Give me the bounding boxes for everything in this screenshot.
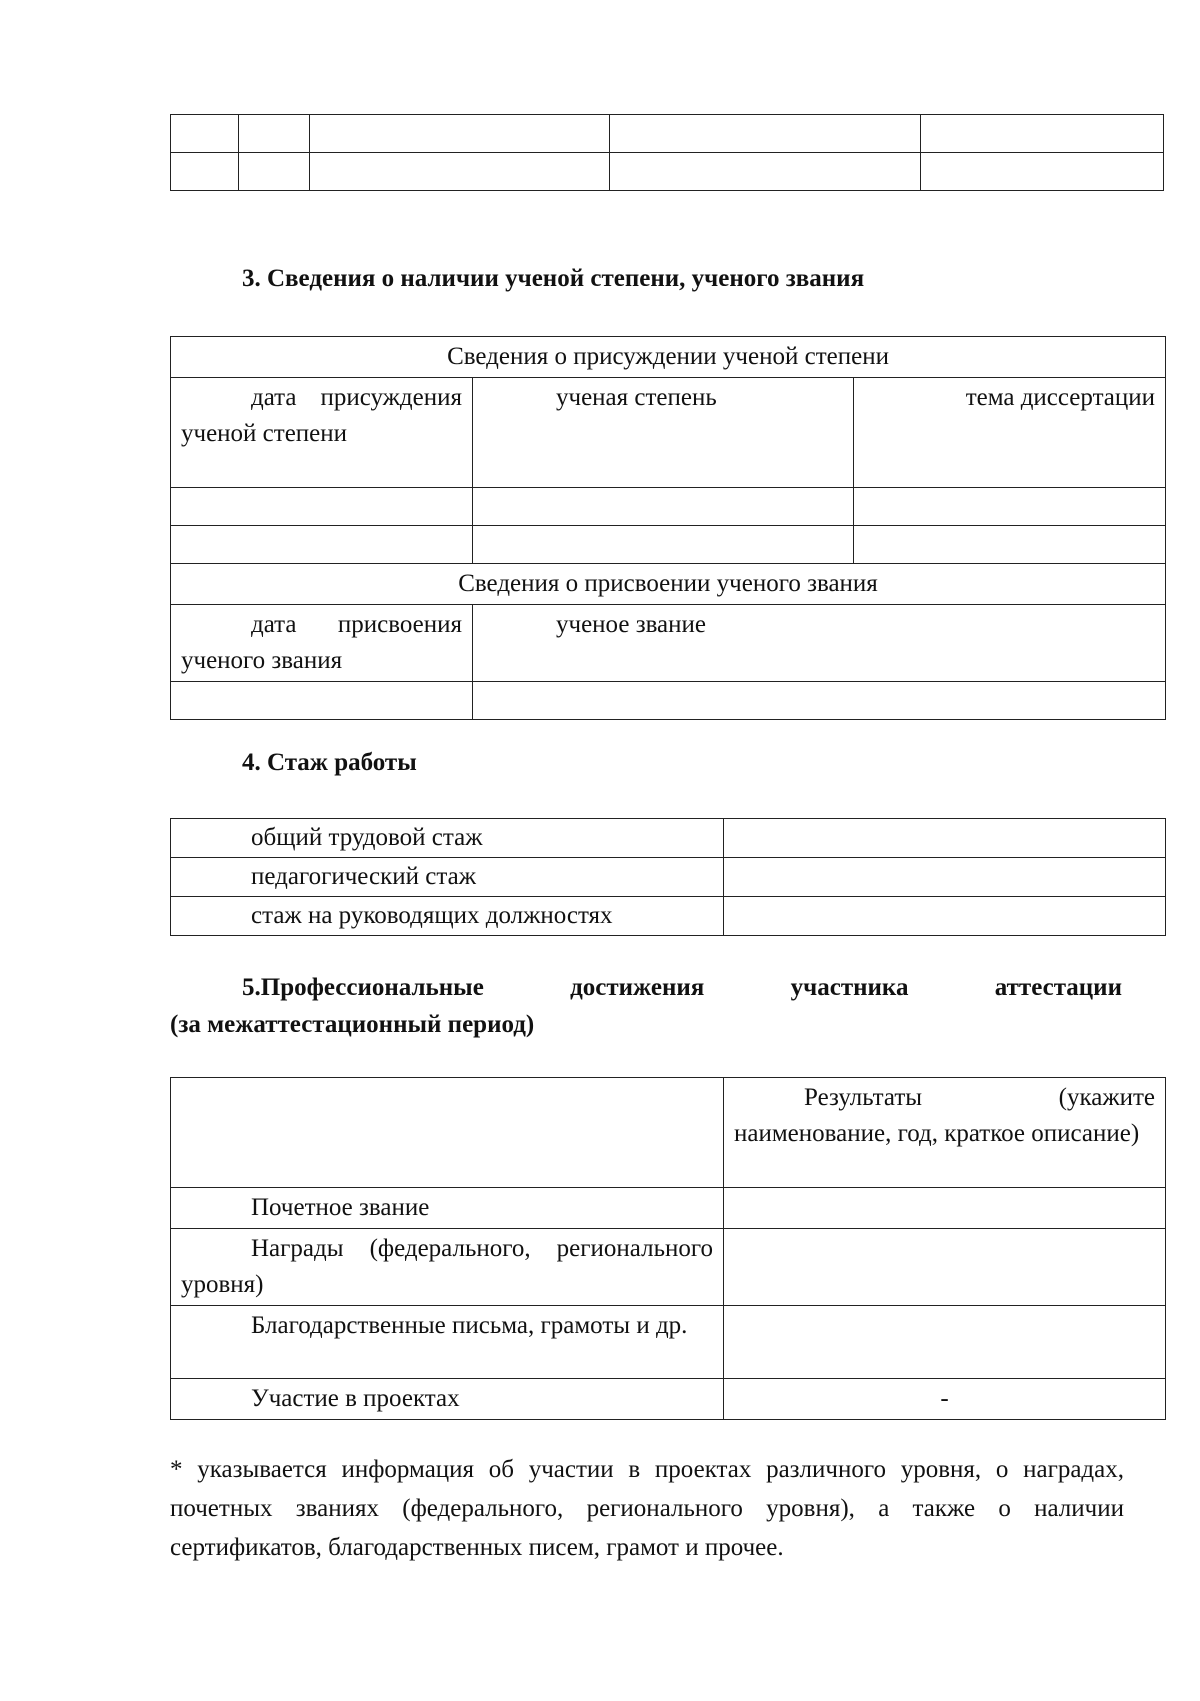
section3-heading: 3. Сведения о наличии ученой степени, ученого звания xyxy=(242,265,865,292)
table-cell xyxy=(610,153,921,191)
experience-value xyxy=(724,858,1166,897)
experience-label: общий трудовой стаж xyxy=(171,819,724,858)
table-cell xyxy=(171,153,239,191)
table-row xyxy=(171,564,1166,605)
degree-col-topic: тема диссертации xyxy=(854,378,1166,488)
table-cell xyxy=(610,115,921,153)
table-row xyxy=(171,605,1166,682)
table-cell xyxy=(239,115,310,153)
table-cell xyxy=(239,153,310,191)
table-row xyxy=(171,488,1166,526)
work-experience-table xyxy=(170,818,1166,936)
title-header: Сведения о присвоении ученого звания xyxy=(171,564,1166,605)
achievement-value xyxy=(724,1188,1166,1229)
achievement-label: Награды (федерального, регионального уровня) xyxy=(171,1229,724,1306)
table-row xyxy=(171,858,1166,897)
achievement-value: - xyxy=(724,1379,1166,1420)
top-continuation-table xyxy=(170,114,1164,191)
table-row xyxy=(171,1188,1166,1229)
achievement-value xyxy=(724,1306,1166,1379)
table-cell xyxy=(310,115,610,153)
degree-table xyxy=(170,336,1166,720)
table-cell xyxy=(171,115,239,153)
table-row xyxy=(171,153,1164,191)
table-row xyxy=(171,1306,1166,1379)
title-col-title-label: ученое звание xyxy=(556,611,706,638)
table-cell xyxy=(854,488,1166,526)
experience-value xyxy=(724,897,1166,936)
table-cell xyxy=(171,526,473,564)
table-cell xyxy=(473,488,854,526)
degree-col-degree xyxy=(473,378,854,488)
table-row xyxy=(171,378,1166,488)
table-row xyxy=(171,337,1166,378)
footnote: * указывается информация об участии в проектах различного уровня, о наградах, почетных званиях (федерального, регионального уровня), а также о наличии сертификатов, благодарственных писем, грамот и прочее. xyxy=(170,1456,1124,1561)
experience-label: педагогический стаж xyxy=(171,858,724,897)
table-row xyxy=(171,115,1164,153)
achievement-label: Благодарственные письма, грамоты и др. xyxy=(171,1306,724,1379)
degree-col-date: дата присуждения ученой степени xyxy=(171,378,473,488)
table-row xyxy=(171,1379,1166,1420)
table-row xyxy=(171,897,1166,936)
table-cell xyxy=(310,153,610,191)
experience-value xyxy=(724,819,1166,858)
section4-heading: 4. Стаж работы xyxy=(242,749,417,776)
achievements-header-left xyxy=(171,1078,724,1188)
degree-col-degree-label: ученая степень xyxy=(556,384,717,411)
achievement-value xyxy=(724,1229,1166,1306)
table-cell xyxy=(171,682,473,720)
section5-heading-line1: 5.Профессиональные достижения участника аттестации xyxy=(242,974,1122,1001)
achievements-table xyxy=(170,1077,1166,1420)
section5-heading-line2: (за межаттестационный период) xyxy=(170,1011,535,1038)
table-row xyxy=(171,1229,1166,1306)
degree-header: Сведения о присуждении ученой степени xyxy=(171,337,1166,378)
table-cell xyxy=(921,115,1164,153)
experience-label: стаж на руководящих должностях xyxy=(171,897,724,936)
table-cell xyxy=(171,488,473,526)
table-row xyxy=(171,682,1166,720)
table-row xyxy=(171,1078,1166,1188)
table-cell xyxy=(921,153,1164,191)
table-cell xyxy=(854,526,1166,564)
table-row xyxy=(171,526,1166,564)
table-row xyxy=(171,819,1166,858)
title-col-date: дата присвоения ученого звания xyxy=(171,605,473,682)
achievements-header-right: Результаты (укажите наименование, год, краткое описание) xyxy=(724,1078,1166,1188)
title-col-title xyxy=(473,605,1166,682)
table-cell xyxy=(473,682,1166,720)
table-cell xyxy=(473,526,854,564)
achievement-label: Участие в проектах xyxy=(171,1379,724,1420)
achievement-label: Почетное звание xyxy=(171,1188,724,1229)
